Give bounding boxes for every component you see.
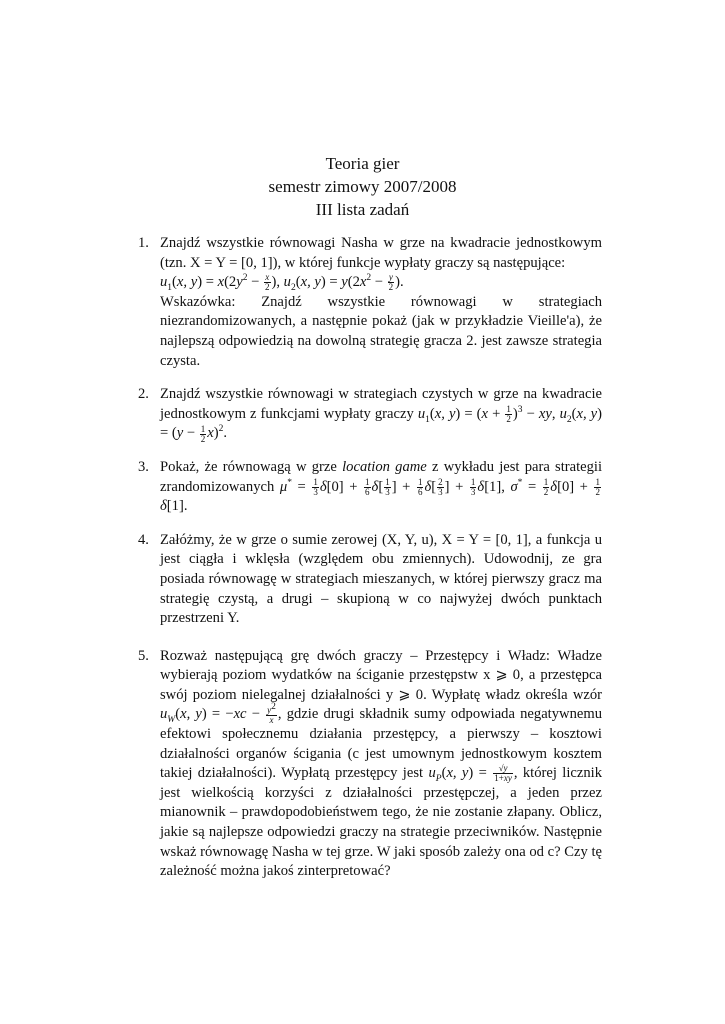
problem-3-text-before: Pokaż, że równowagą w grze (160, 458, 337, 475)
problem-2-text: Znajdź wszystkie równowagi w strategiach czystych w grze na kwadracie jednostkowym z funkcjami wypłaty graczy (160, 386, 602, 422)
problem-5-part1: Rozważ następującą grę dwóch graczy – Przestępcy i Władz: Władze wybierają poziom wydatków na ściganie przestępstw x ⩾ 0, a przestępca swój poziom nielegalnej działalności y ⩾ 0. Wypłatę władz określa wzór (160, 647, 602, 703)
problem-5-part2: , gdzie drugi składnik sumy odpowiada negatywnemu efektowi społecznemu działania przestępcy, a pierwszy – kosztowi działalności organów ścigania (c jest umownym jednostkowym kosztem takiej działalności). Wypłatą przestępcy jest (160, 706, 602, 782)
problem-4-text: Załóżmy, że w grze o sumie zerowej (X, Y, u), X = Y = [0, 1], a funkcja u jest ciągła i wklęsła (względem obu zmiennych). Udowodnij, ze gra posiada równowagę w strategiach mieszanych, w której pierwszy gracz ma strategię czystą, a drugi – skupioną w co najwyżej dwóch punktach przestrzeni Y. (160, 531, 602, 627)
problem-5: 5. Rozważ następującą grę dwóch graczy – Przestępcy i Władz: Władze wybierają poziom wydatków na ściganie przestępstw x ⩾ 0, a przestępca swój poziom nielegalnej działalności y ⩾ 0. Wypłatę władz określa wzór $u_W(x$, y) = −xc − $\frac{y^2}{x}$ , gdzie drugi składnik sumy odpowiada negatywnemu efektowi społecznemu działania przestępcy, a pierwszy – kosztowi działalności organów ścigania (c jest umownym jednostkowym kosztem takiej działalności). Wypłatą przestępcy jest $u_P(x$, y) = $\frac{√y}{1+xy}$ , której licznik jest wielkością korzyści z działalności przestępczej, a jeden przez mianownik – prawdopodobieństwem tego, że nie zostanie złapany. Oblicz, jakie są najlepsze odpowiedzi graczy na strategie przeciwników. Następnie wskaż równowagę Nasha w tej grze. W jaki sposób zależy ona od c? Czy tę zależność można jakoś zinterpretować? (138, 647, 602, 880)
document-header (0, 152, 725, 221)
problem-number: 5. (138, 647, 149, 664)
problem-number: 3. (138, 458, 149, 475)
problem-number: 1. (138, 235, 149, 251)
problem-2: 2. Znajdź wszystkie równowagi w strategiach czystych w grze na kwadracie jednostkowym z funkcjami wypłaty graczy $u_1(x$, y) = (x + $\frac{1}{2}$ )$^3$ − xy, $u_2(x$, y) = (y − $\frac{1}{2}$ x)$^2$. (138, 386, 603, 444)
problem-1-hint: Wskazówka: Znajdź wszystkie równowagi w strategiach niezrandomizowanych, a następnie pokaż (jak w przykładzie Vieille'a), że najlepszą odpowiedzią na dowolną strategię gracza 2. jest zawsze strategia czysta. (160, 293, 602, 369)
problem-list (138, 234, 602, 896)
semester-line: semestr zimowy 2007/2008 (268, 177, 457, 196)
problem-5-part3: , której licznik jest wielkością korzyści z działalności przestępczej, a jeden przez mianownik – prawdopodobieństwem tego, że nie zostanie złapany. Oblicz, jakie są najlepsze odpowiedzi graczy na strategie przeciwników. Następnie wskaż równowagę Nasha w tej grze. W jaki sposób zależy ona od c? Czy tę zależność można jakoś zinterpretować? (160, 765, 602, 880)
problem-1 (138, 234, 602, 371)
problem-1-formulas: $u_1(x$, $y) = x(2y^2$ − $\frac{x}{2}$ ), $u_2(x$, $y) = y(2x^2$ − $\frac{y}{2}$ ). (160, 272, 404, 294)
problem-number: 2. (138, 386, 149, 403)
problem-4 (138, 531, 602, 629)
problem-3-text-after: z wykładu jest para strategii zrandomizowanych (160, 458, 603, 495)
problem-1-intro: Znajdź wszystkie równowagi Nasha w grze na kwadracie jednostkowym (tzn. X = Y = [0, 1]), w której funkcje wypłaty graczy są następujące: (160, 235, 602, 271)
problem-list-title: III lista zadań (315, 200, 410, 219)
location-game-term: location game (342, 458, 427, 475)
problem-number: 4. (138, 531, 149, 548)
problem-3: 3. Pokaż, że równowagą w grze location game z wykładu jest para strategii zrandomizowanych μ* = $\frac{1}{3}$ δ[0] + $\frac{1}{6}$ δ[ $\frac{1}{3}$ ] + $\frac{1}{6}$ δ[ $\frac{2}{3}$ ] + $\frac{1}{3}$ δ[1], σ* = $\frac{1}{2}$ δ[0] + $\frac{1}{2}$ δ[1]. (138, 458, 603, 515)
course-title: Teoria gier (325, 154, 400, 173)
